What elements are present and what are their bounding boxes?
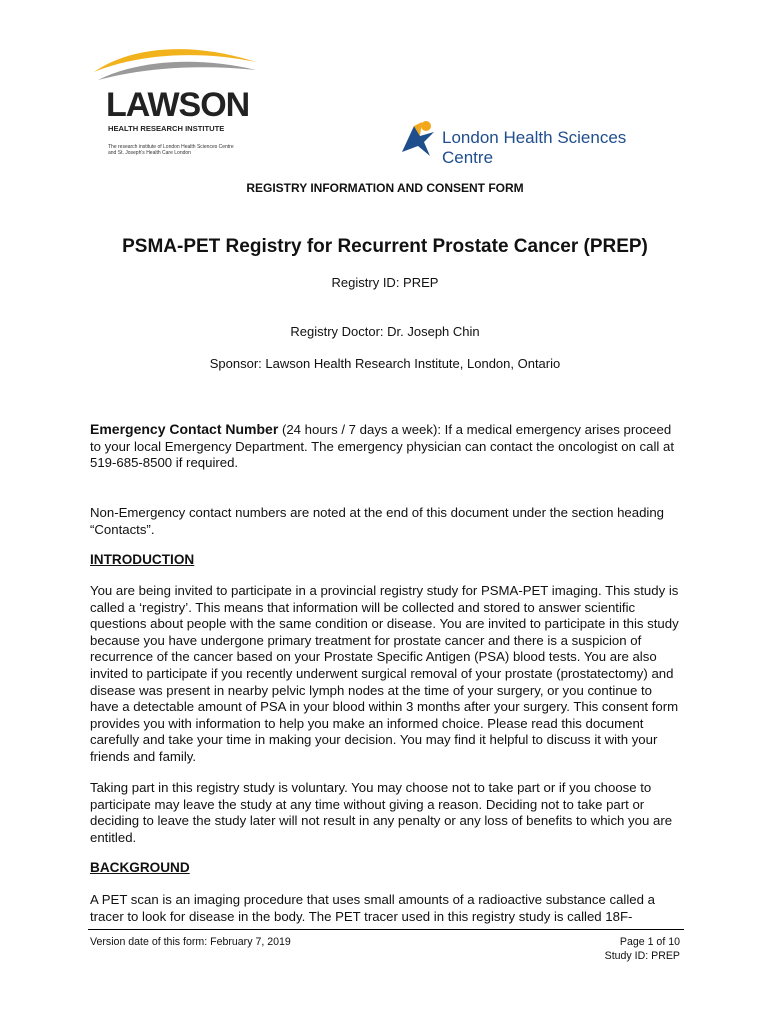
introduction-paragraph-2: Taking part in this registry study is voluntary. You may choose not to take part or if you choose to participate may leave the study at any time without giving a reason. Deciding not to take part or deciding to leave the study later will not result in any penalty or any loss of benefits to which you are entitled.	[90, 780, 673, 845]
background-paragraph-1: A PET scan is an imaging procedure that uses small amounts of a radioactive substance called a tracer to look for disease in the body. The PET tracer used in this registry study is called 18F-	[90, 892, 655, 924]
footer-version-date: Version date of this form: February 7, 2019	[90, 936, 291, 948]
background-heading: BACKGROUND	[90, 860, 190, 875]
footer-study-id: Study ID: PREP	[604, 950, 680, 962]
lawson-wordmark: LAWSON	[106, 86, 250, 124]
introduction-paragraph-1: You are being invited to participate in a provincial registry study for PSMA-PET imaging. This study is called a ‘registry’. This means that information will be collected and stored to answer scientific questions about people with the same condition or disease. You are invited to participate in this study because you have undergone primary treatment for prostate cancer and there is a suspicion of recurrence of the cancer based on your Prostate Specific Antigen (PSA) blood tests. You are also invited to participate if you recently underwent surgical removal of your prostate (prostatectomy) and disease was present in nearby pelvic lymph nodes at the time of your surgery, or you continue to have a detectable amount of PSA in your blood within 3 months after your surgery. This consent form provides you with information to help you make an informed choice. Please read this document carefully and take your time in making your decision. You may find it helpful to discuss it with your friends and family.	[90, 583, 679, 764]
registry-doctor: Registry Doctor: Dr. Joseph Chin	[290, 324, 480, 339]
emergency-contact-label: Emergency Contact Number	[90, 421, 279, 437]
footer-divider	[88, 929, 684, 930]
study-title: PSMA-PET Registry for Recurrent Prostate Cancer (PREP)	[122, 236, 648, 257]
lawson-tagline: The research institute of London Health Sciences Centre and St. Joseph's Health Care London	[108, 144, 234, 156]
lawson-subtitle: HEALTH RESEARCH INSTITUTE	[108, 124, 225, 133]
introduction-heading: INTRODUCTION	[90, 552, 195, 567]
footer-page-info	[605, 935, 680, 963]
non-emergency-paragraph: Non-Emergency contact numbers are noted at the end of this document under the section heading “Contacts”.	[90, 505, 665, 537]
lhsc-figure-icon	[400, 118, 440, 158]
lawson-logo	[88, 40, 258, 160]
page-number: Page 1 of 10	[619, 936, 680, 948]
lawson-swoosh-icon	[88, 40, 258, 90]
registry-id: Registry ID: PREP	[331, 275, 439, 290]
lhsc-wordmark: London Health Sciences Centre	[442, 128, 627, 167]
form-heading: REGISTRY INFORMATION AND CONSENT FORM	[246, 181, 524, 195]
emergency-contact-text: (24 hours / 7 days a week): If a medical emergency arises proceed to your local Emergency Department. The emergency physician can contact the oncologist on call at 519-685-8500 if required.	[90, 422, 674, 471]
sponsor-line: Sponsor: Lawson Health Research Institute, London, Ontario	[209, 356, 561, 371]
lhsc-logo	[400, 118, 680, 167]
emergency-contact-paragraph	[90, 421, 680, 472]
